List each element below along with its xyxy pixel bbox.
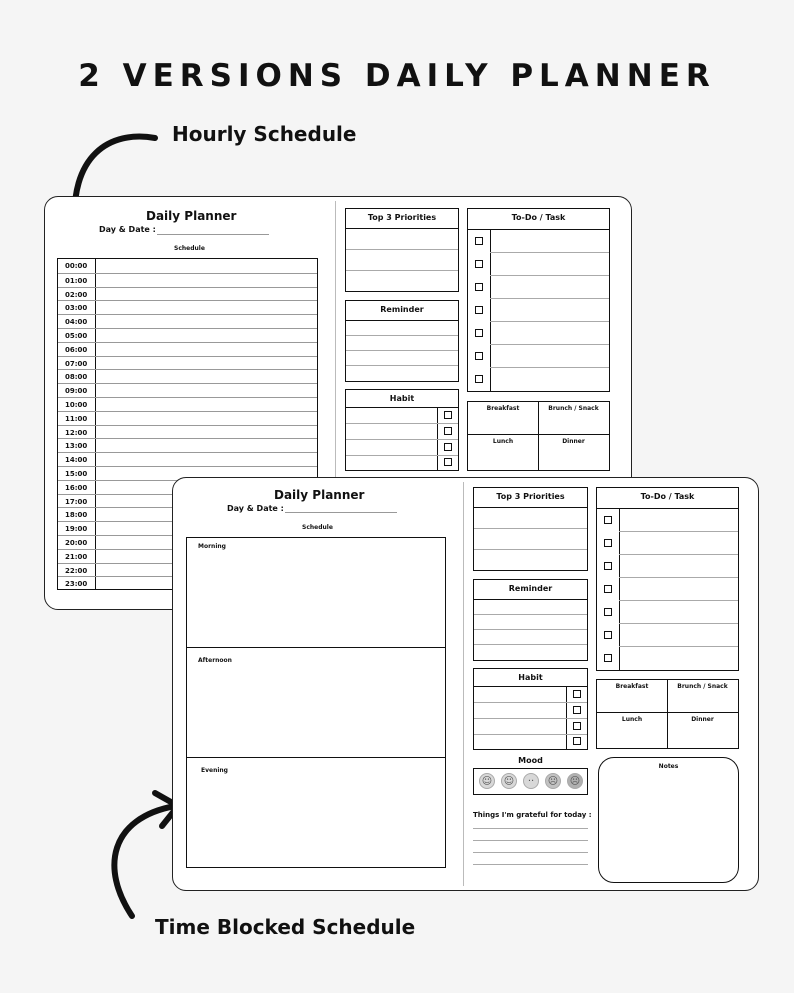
reminder-label: Reminder xyxy=(380,305,424,314)
todo-checkbox[interactable] xyxy=(604,562,612,570)
hour-label: 01:00 xyxy=(65,276,88,285)
hour-row[interactable] xyxy=(58,273,317,287)
habit-checkbox[interactable] xyxy=(444,443,452,451)
reminder-box xyxy=(473,579,588,661)
day-date-label: Day & Date : xyxy=(227,504,284,513)
top-priorities-box xyxy=(473,487,588,571)
hour-row[interactable] xyxy=(58,425,317,439)
hour-label: 15:00 xyxy=(65,470,88,478)
habit-box xyxy=(345,389,459,471)
hour-row[interactable] xyxy=(58,300,317,314)
hour-label: 17:00 xyxy=(65,497,88,506)
habit-label: Habit xyxy=(518,673,543,682)
hour-row[interactable] xyxy=(58,356,317,370)
smile-face-icon[interactable]: ☺ xyxy=(501,773,517,789)
top-priorities-box xyxy=(345,208,459,292)
hourly-schedule-caption: Hourly Schedule xyxy=(172,122,357,146)
habit-box xyxy=(473,668,588,750)
reminder-label: Reminder xyxy=(508,584,553,593)
hour-label: 20:00 xyxy=(65,539,88,547)
time-block-evening: Evening xyxy=(201,767,228,774)
notes-box xyxy=(598,757,739,883)
hour-label: 23:00 xyxy=(65,580,88,589)
hour-label: 21:00 xyxy=(65,552,88,561)
neutral-face-icon[interactable]: ·· xyxy=(523,773,539,789)
todo-checkbox[interactable] xyxy=(604,516,612,524)
hour-row[interactable] xyxy=(58,411,317,425)
todo-checkbox[interactable] xyxy=(475,283,483,291)
habit-checkbox[interactable] xyxy=(573,722,581,730)
day-date-line xyxy=(157,234,269,235)
todo-checkbox[interactable] xyxy=(604,631,612,639)
habit-checkbox[interactable] xyxy=(573,706,581,714)
schedule-label: Schedule xyxy=(302,524,333,531)
grateful-label: Things I'm grateful for today : xyxy=(473,811,592,819)
day-date-line xyxy=(285,512,397,513)
hour-row[interactable] xyxy=(58,452,317,466)
todo-checkbox[interactable] xyxy=(604,654,612,662)
meal-label-brunch: Brunch / Snack xyxy=(677,683,728,690)
schedule-label: Schedule xyxy=(174,245,205,252)
habit-checkbox[interactable] xyxy=(444,427,452,435)
time-blocked-schedule-caption: Time Blocked Schedule xyxy=(155,915,416,939)
sad-face-icon[interactable]: ☹ xyxy=(545,773,561,789)
hour-label: 08:00 xyxy=(65,373,88,382)
hour-label: 16:00 xyxy=(65,483,88,492)
mood-tracker xyxy=(473,768,588,795)
hour-label: 19:00 xyxy=(65,525,88,534)
todo-label: To-Do / Task xyxy=(640,492,695,501)
hour-row[interactable] xyxy=(58,383,317,397)
time-block-schedule xyxy=(186,537,446,868)
todo-checkbox[interactable] xyxy=(475,306,483,314)
hour-label: 04:00 xyxy=(65,318,88,327)
todo-box xyxy=(596,487,739,671)
meal-label-breakfast: Breakfast xyxy=(486,405,520,412)
very-sad-face-icon[interactable]: ☹ xyxy=(567,773,583,789)
habit-checkbox[interactable] xyxy=(444,458,452,466)
hour-label: 05:00 xyxy=(65,332,88,340)
hour-row[interactable] xyxy=(58,342,317,356)
top-priorities-label: Top 3 Priorities xyxy=(496,492,565,501)
todo-checkbox[interactable] xyxy=(604,608,612,616)
habit-checkbox[interactable] xyxy=(573,690,581,698)
mood-label: Mood xyxy=(518,756,543,765)
hour-label: 14:00 xyxy=(65,456,88,465)
todo-checkbox[interactable] xyxy=(475,237,483,245)
notes-label: Notes xyxy=(658,763,679,770)
hour-row[interactable] xyxy=(58,314,317,328)
happy-face-icon[interactable]: ☺ xyxy=(479,773,495,789)
hour-label: 13:00 xyxy=(65,442,88,451)
hour-label: 02:00 xyxy=(65,290,88,299)
hour-label: 12:00 xyxy=(65,428,88,437)
habit-label: Habit xyxy=(389,394,415,403)
meals-box xyxy=(467,401,610,471)
meal-label-dinner: Dinner xyxy=(691,716,714,723)
hour-label: 03:00 xyxy=(65,304,88,313)
hour-row[interactable] xyxy=(58,397,317,411)
todo-checkbox[interactable] xyxy=(475,375,483,383)
time-block-morning: Morning xyxy=(198,543,226,550)
planner-title: Daily Planner xyxy=(274,488,365,502)
hour-label: 09:00 xyxy=(65,387,88,396)
planner-title: Daily Planner xyxy=(146,209,237,223)
hour-label: 11:00 xyxy=(65,414,88,423)
meal-label-lunch: Lunch xyxy=(621,716,643,723)
meal-label-brunch: Brunch / Snack xyxy=(548,405,599,412)
meals-box xyxy=(596,679,739,749)
hour-label: 22:00 xyxy=(65,566,88,575)
todo-label: To-Do / Task xyxy=(511,213,566,222)
todo-checkbox[interactable] xyxy=(604,539,612,547)
todo-checkbox[interactable] xyxy=(475,329,483,337)
habit-checkbox[interactable] xyxy=(444,411,452,419)
todo-checkbox[interactable] xyxy=(604,585,612,593)
reminder-box xyxy=(345,300,459,382)
hour-label: 18:00 xyxy=(65,511,88,520)
todo-checkbox[interactable] xyxy=(475,352,483,360)
hour-label: 07:00 xyxy=(65,359,88,368)
time-blocked-planner-sheet xyxy=(172,477,759,891)
hour-label: 10:00 xyxy=(65,401,88,409)
meal-label-lunch: Lunch xyxy=(492,438,514,445)
time-block-afternoon: Afternoon xyxy=(198,657,232,664)
todo-box xyxy=(467,208,610,392)
hour-row[interactable] xyxy=(58,328,317,342)
page-title: 2 VERSIONS DAILY PLANNER xyxy=(78,58,716,94)
hour-row[interactable] xyxy=(58,438,317,452)
hour-row[interactable] xyxy=(58,369,317,383)
hour-row[interactable] xyxy=(58,287,317,301)
habit-checkbox[interactable] xyxy=(573,737,581,745)
meal-label-dinner: Dinner xyxy=(562,438,585,445)
hour-label: 00:00 xyxy=(65,262,88,270)
day-date-label: Day & Date : xyxy=(99,225,156,234)
hour-label: 06:00 xyxy=(65,345,88,354)
todo-checkbox[interactable] xyxy=(475,260,483,268)
meal-label-breakfast: Breakfast xyxy=(615,683,649,690)
top-priorities-label: Top 3 Priorities xyxy=(367,213,437,222)
hour-row[interactable] xyxy=(58,259,317,273)
page-spine xyxy=(463,482,464,886)
